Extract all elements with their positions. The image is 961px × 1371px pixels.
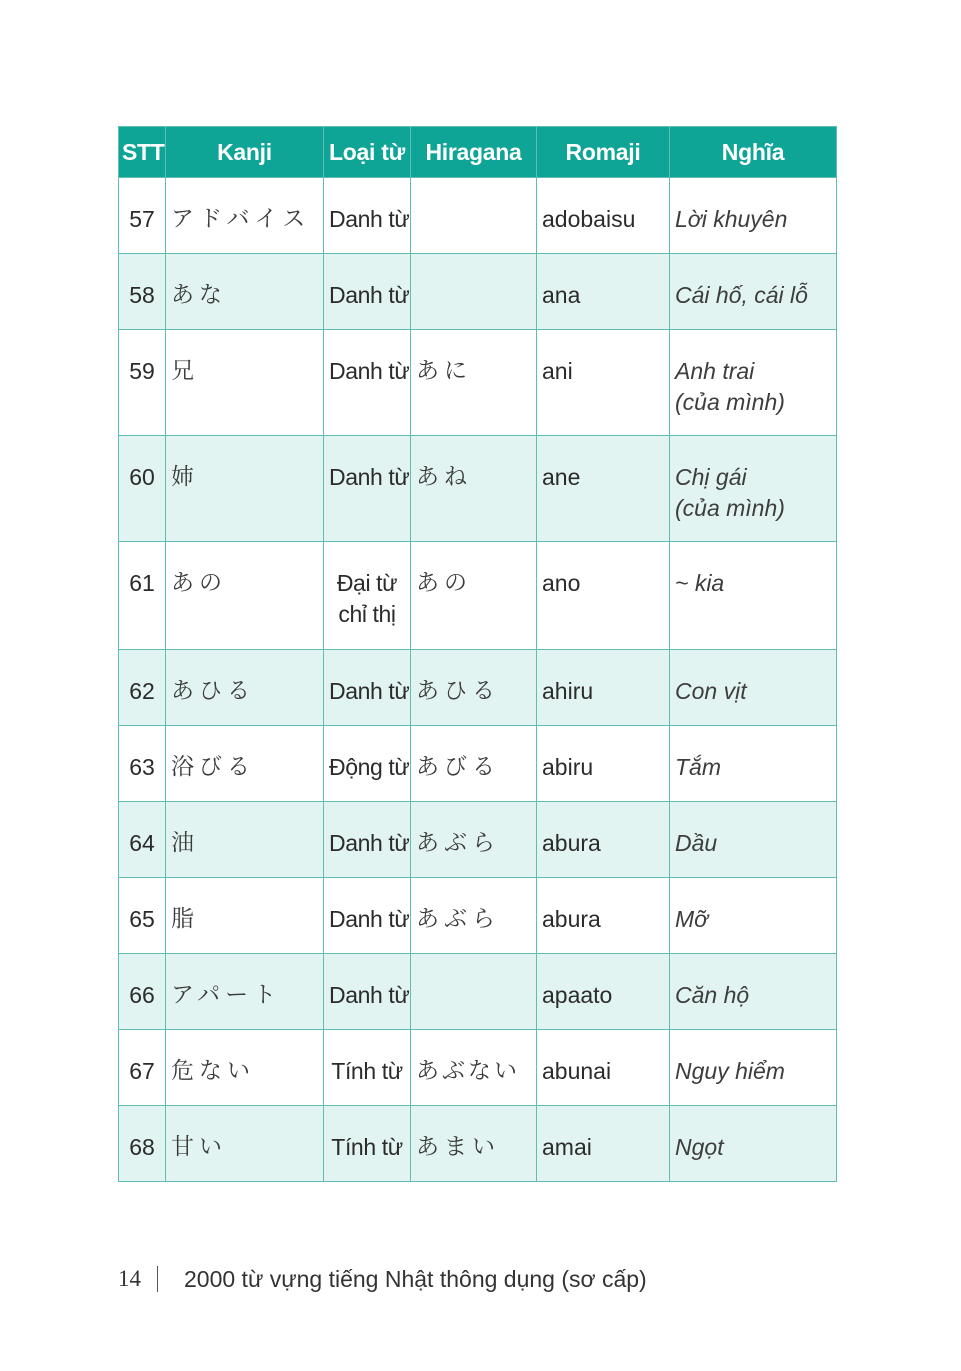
table-row [119, 542, 837, 650]
cell-stt: 68 [119, 1106, 166, 1182]
cell-hiragana: あの [411, 542, 537, 650]
cell-meaning: Nguy hiểm [670, 1030, 837, 1106]
cell-romaji: ana [537, 254, 670, 330]
cell-stt: 60 [119, 436, 166, 542]
cell-hiragana: あびる [411, 726, 537, 802]
cell-meaning: Cái hố, cái lỗ [670, 254, 837, 330]
cell-romaji: amai [537, 1106, 670, 1182]
cell-kanji: 姉 [166, 436, 324, 542]
cell-kanji: アドバイス [166, 178, 324, 254]
cell-hiragana [411, 254, 537, 330]
cell-word-type: Danh từ [324, 650, 411, 726]
cell-hiragana: あに [411, 330, 537, 436]
table-row [119, 726, 837, 802]
cell-hiragana: あぶら [411, 878, 537, 954]
page-footer [118, 1262, 647, 1296]
cell-meaning: Chị gái (của mình) [670, 436, 837, 542]
table-row [119, 802, 837, 878]
cell-romaji: adobaisu [537, 178, 670, 254]
cell-hiragana: あぶない [411, 1030, 537, 1106]
footer-divider [157, 1266, 158, 1292]
page-number: 14 [118, 1266, 141, 1291]
cell-word-type: Tính từ [324, 1106, 411, 1182]
cell-word-type: Danh từ [324, 802, 411, 878]
cell-romaji: abiru [537, 726, 670, 802]
cell-hiragana: あね [411, 436, 537, 542]
table-row [119, 436, 837, 542]
cell-stt: 59 [119, 330, 166, 436]
header-hiragana: Hiragana [411, 127, 537, 178]
cell-meaning: Lời khuyên [670, 178, 837, 254]
cell-meaning: ~ kia [670, 542, 837, 650]
cell-word-type: Danh từ [324, 178, 411, 254]
cell-hiragana: あまい [411, 1106, 537, 1182]
cell-hiragana [411, 954, 537, 1030]
header-romaji: Romaji [537, 127, 670, 178]
table-row [119, 254, 837, 330]
cell-word-type: Danh từ [324, 878, 411, 954]
cell-hiragana: あぶら [411, 802, 537, 878]
cell-romaji: abunai [537, 1030, 670, 1106]
cell-meaning: Căn hộ [670, 954, 837, 1030]
cell-stt: 62 [119, 650, 166, 726]
cell-stt: 63 [119, 726, 166, 802]
cell-romaji: apaato [537, 954, 670, 1030]
book-title: 2000 từ vựng tiếng Nhật thông dụng (sơ cấp) [184, 1265, 647, 1292]
cell-word-type: Đại từ chỉ thị [324, 542, 411, 650]
cell-kanji: あな [166, 254, 324, 330]
cell-kanji: アパート [166, 954, 324, 1030]
cell-stt: 67 [119, 1030, 166, 1106]
cell-word-type: Danh từ [324, 954, 411, 1030]
table-row [119, 1030, 837, 1106]
cell-stt: 65 [119, 878, 166, 954]
cell-stt: 58 [119, 254, 166, 330]
cell-meaning: Ngọt [670, 1106, 837, 1182]
cell-kanji: 甘い [166, 1106, 324, 1182]
header-stt: STT [119, 127, 166, 178]
cell-word-type: Tính từ [324, 1030, 411, 1106]
cell-stt: 66 [119, 954, 166, 1030]
cell-kanji: あひる [166, 650, 324, 726]
cell-kanji: 兄 [166, 330, 324, 436]
table-row [119, 1106, 837, 1182]
cell-word-type: Danh từ [324, 436, 411, 542]
cell-meaning: Tắm [670, 726, 837, 802]
header-kanji: Kanji [166, 127, 324, 178]
cell-kanji: 油 [166, 802, 324, 878]
cell-word-type: Động từ [324, 726, 411, 802]
cell-stt: 61 [119, 542, 166, 650]
table-header-row [119, 127, 837, 178]
table-row [119, 650, 837, 726]
cell-kanji: 浴びる [166, 726, 324, 802]
cell-stt: 64 [119, 802, 166, 878]
cell-meaning: Anh trai (của mình) [670, 330, 837, 436]
cell-romaji: ahiru [537, 650, 670, 726]
table-row [119, 878, 837, 954]
table-row [119, 178, 837, 254]
cell-kanji: 脂 [166, 878, 324, 954]
cell-romaji: ano [537, 542, 670, 650]
cell-word-type: Danh từ [324, 330, 411, 436]
cell-romaji: abura [537, 878, 670, 954]
cell-kanji: あの [166, 542, 324, 650]
cell-meaning: Mỡ [670, 878, 837, 954]
cell-stt: 57 [119, 178, 166, 254]
cell-word-type: Danh từ [324, 254, 411, 330]
table-row [119, 330, 837, 436]
header-word-type: Loại từ [324, 127, 411, 178]
vocabulary-table [118, 126, 837, 1182]
cell-romaji: ane [537, 436, 670, 542]
cell-romaji: ani [537, 330, 670, 436]
table-row [119, 954, 837, 1030]
cell-meaning: Con vịt [670, 650, 837, 726]
cell-hiragana [411, 178, 537, 254]
cell-hiragana: あひる [411, 650, 537, 726]
cell-kanji: 危ない [166, 1030, 324, 1106]
cell-meaning: Dầu [670, 802, 837, 878]
cell-romaji: abura [537, 802, 670, 878]
header-meaning: Nghĩa [670, 127, 837, 178]
